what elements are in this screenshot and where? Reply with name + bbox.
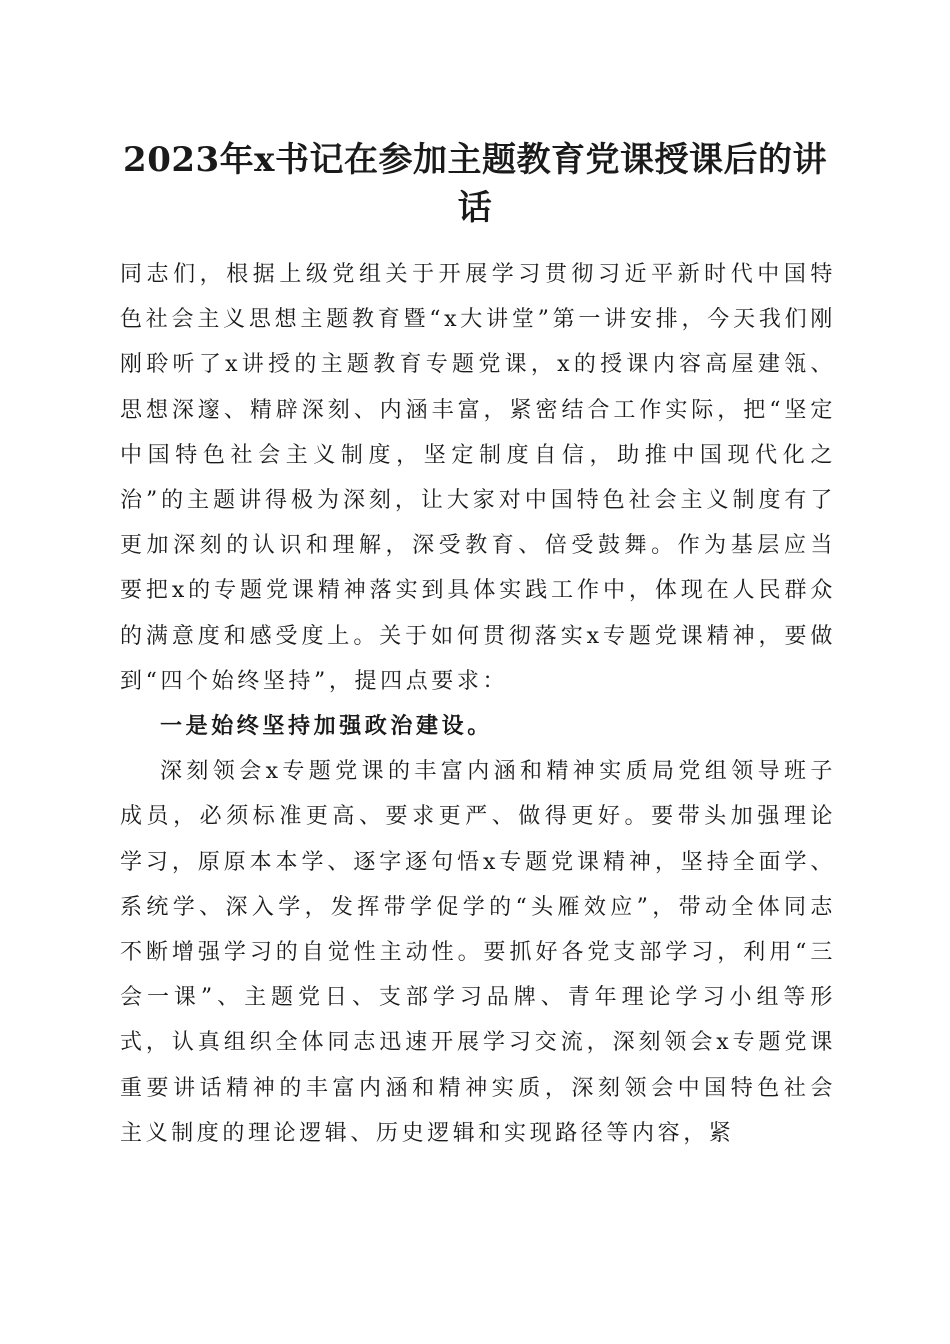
- intro-paragraph: 同志们，根据上级党组关于开展学习贯彻习近平新时代中国特色社会主义思想主题教育暨“x大讲堂”第一讲安排，今天我们刚刚聆听了x讲授的主题教育专题党课，x的授课内容高屋建瓴、思想深邃、精辟深刻、内涵丰富，紧密结合工作实际，把“坚定中国特色社会主义制度，坚定制度自信，助推中国现代化之治”的主题讲得极为深刻，让大家对中国特色社会主义制度有了更加深刻的认识和理解，深受教育、倍受鼓舞。作为基层应当要把x的专题党课精神落实到具体实践工作中，体现在人民群众的满意度和感受度上。关于如何贯彻落实x专题党课精神，要做到“四个始终坚持”，提四点要求：: [120, 262, 836, 694]
- document-title: 2023年x书记在参加主题教育党课授课后的讲话: [123, 140, 827, 228]
- document-body: [120, 252, 836, 1156]
- section-heading-1: 一是始终坚持加强政治建设。: [160, 713, 493, 740]
- section-1-paragraph: 深刻领会x专题党课的丰富内涵和精神实质局党组领导班子成员，必须标准更高、要求更严、做得更好。要带头加强理论学习，原原本本学、逐字逐句悟x专题党课精神，坚持全面学、系统学、深入学，发挥带学促学的“头雁效应”，带动全体同志不断增强学习的自觉性主动性。要抓好各党支部学习，利用“三会一课”、主题党日、支部学习品牌、青年理论学习小组等形式，认真组织全体同志迅速开展学习交流，深刻领会x专题党课重要讲话精神的丰富内涵和精神实质，深刻领会中国特色社会主义制度的理论逻辑、历史逻辑和实现路径等内容，紧: [120, 759, 836, 1146]
